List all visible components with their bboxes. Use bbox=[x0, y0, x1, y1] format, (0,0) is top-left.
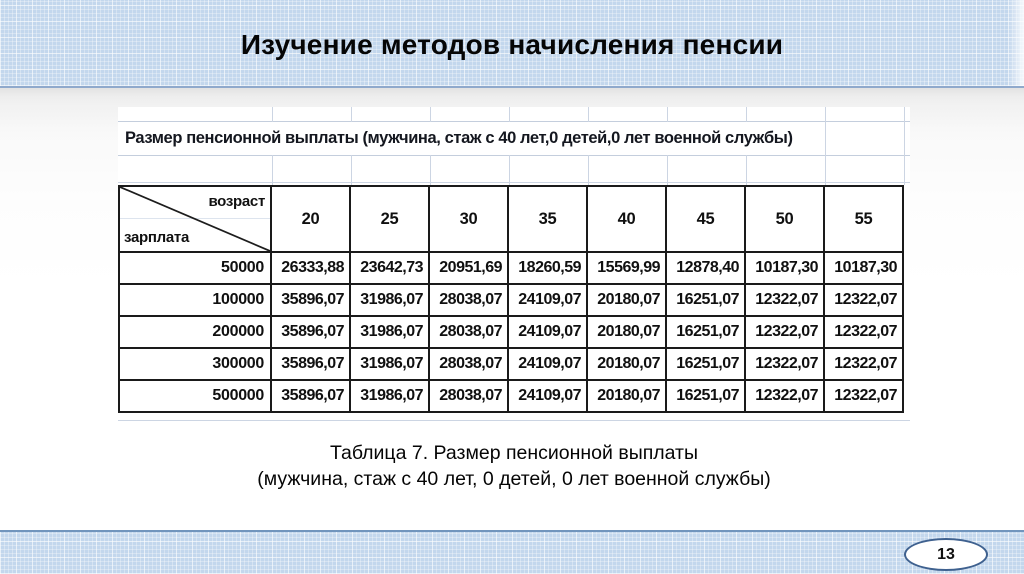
page-number-badge bbox=[904, 538, 988, 571]
footer-bar bbox=[0, 530, 1024, 574]
value-cell: 35896,07 bbox=[271, 348, 350, 380]
value-cell: 28038,07 bbox=[429, 348, 508, 380]
slide-content-area bbox=[0, 88, 1024, 530]
value-cell: 35896,07 bbox=[271, 380, 350, 412]
value-cell: 24109,07 bbox=[508, 316, 587, 348]
value-cell: 16251,07 bbox=[666, 380, 745, 412]
value-cell: 12322,07 bbox=[745, 380, 824, 412]
age-header-cell: 40 bbox=[587, 186, 666, 252]
age-header-cell: 45 bbox=[666, 186, 745, 252]
value-cell: 12322,07 bbox=[745, 316, 824, 348]
age-header-cell: 30 bbox=[429, 186, 508, 252]
value-cell: 12322,07 bbox=[824, 380, 903, 412]
value-cell: 16251,07 bbox=[666, 284, 745, 316]
salary-header-cell: 200000 bbox=[119, 316, 271, 348]
value-cell: 20180,07 bbox=[587, 284, 666, 316]
table-caption bbox=[118, 440, 910, 492]
sheet-caption-cell: Размер пенсионной выплаты (мужчина, стаж с 40 лет,0 детей,0 лет военной службы) bbox=[119, 122, 825, 155]
value-cell: 31986,07 bbox=[350, 380, 429, 412]
value-cell: 20180,07 bbox=[587, 316, 666, 348]
value-cell: 12322,07 bbox=[824, 284, 903, 316]
table-row bbox=[119, 348, 903, 380]
value-cell: 35896,07 bbox=[271, 284, 350, 316]
excel-screenshot bbox=[118, 107, 910, 428]
table-row bbox=[119, 284, 903, 316]
page-title: Изучение методов начисления пенсии bbox=[240, 29, 784, 60]
value-cell: 24109,07 bbox=[508, 284, 587, 316]
pension-table bbox=[118, 185, 904, 413]
age-header-cell: 35 bbox=[508, 186, 587, 252]
value-cell: 18260,59 bbox=[508, 252, 587, 284]
corner-header-cell bbox=[119, 186, 271, 252]
value-cell: 20951,69 bbox=[429, 252, 508, 284]
value-cell: 16251,07 bbox=[666, 348, 745, 380]
table-row bbox=[119, 316, 903, 348]
value-cell: 28038,07 bbox=[429, 284, 508, 316]
value-cell: 12878,40 bbox=[666, 252, 745, 284]
table-row bbox=[119, 380, 903, 412]
table-header-row bbox=[119, 186, 903, 252]
value-cell: 15569,99 bbox=[587, 252, 666, 284]
salary-header-cell: 300000 bbox=[119, 348, 271, 380]
value-cell: 20180,07 bbox=[587, 348, 666, 380]
age-header-cell: 50 bbox=[745, 186, 824, 252]
value-cell: 12322,07 bbox=[745, 284, 824, 316]
value-cell: 12322,07 bbox=[824, 316, 903, 348]
page-number: 13 bbox=[937, 545, 955, 563]
table-caption-line1: Таблица 7. Размер пенсионной выплаты bbox=[329, 442, 699, 464]
salary-header-cell: 100000 bbox=[119, 284, 271, 316]
value-cell: 28038,07 bbox=[429, 316, 508, 348]
age-header-cell: 25 bbox=[350, 186, 429, 252]
value-cell: 10187,30 bbox=[824, 252, 903, 284]
value-cell: 31986,07 bbox=[350, 284, 429, 316]
value-cell: 12322,07 bbox=[745, 348, 824, 380]
corner-salary-label: зарплата bbox=[124, 229, 189, 246]
title-bar bbox=[0, 0, 1024, 88]
value-cell: 24109,07 bbox=[508, 380, 587, 412]
value-cell: 26333,88 bbox=[271, 252, 350, 284]
table-caption-line2: (мужчина, стаж с 40 лет, 0 детей, 0 лет военной службы) bbox=[257, 468, 771, 490]
value-cell: 35896,07 bbox=[271, 316, 350, 348]
age-header-cell: 55 bbox=[824, 186, 903, 252]
age-header-cell: 20 bbox=[271, 186, 350, 252]
value-cell: 10187,30 bbox=[745, 252, 824, 284]
value-cell: 23642,73 bbox=[350, 252, 429, 284]
corner-age-label: возраст bbox=[208, 193, 265, 210]
salary-header-cell: 50000 bbox=[119, 252, 271, 284]
value-cell: 24109,07 bbox=[508, 348, 587, 380]
value-cell: 12322,07 bbox=[824, 348, 903, 380]
table-row bbox=[119, 252, 903, 284]
value-cell: 16251,07 bbox=[666, 316, 745, 348]
value-cell: 31986,07 bbox=[350, 316, 429, 348]
salary-header-cell: 500000 bbox=[119, 380, 271, 412]
value-cell: 31986,07 bbox=[350, 348, 429, 380]
value-cell: 20180,07 bbox=[587, 380, 666, 412]
value-cell: 28038,07 bbox=[429, 380, 508, 412]
